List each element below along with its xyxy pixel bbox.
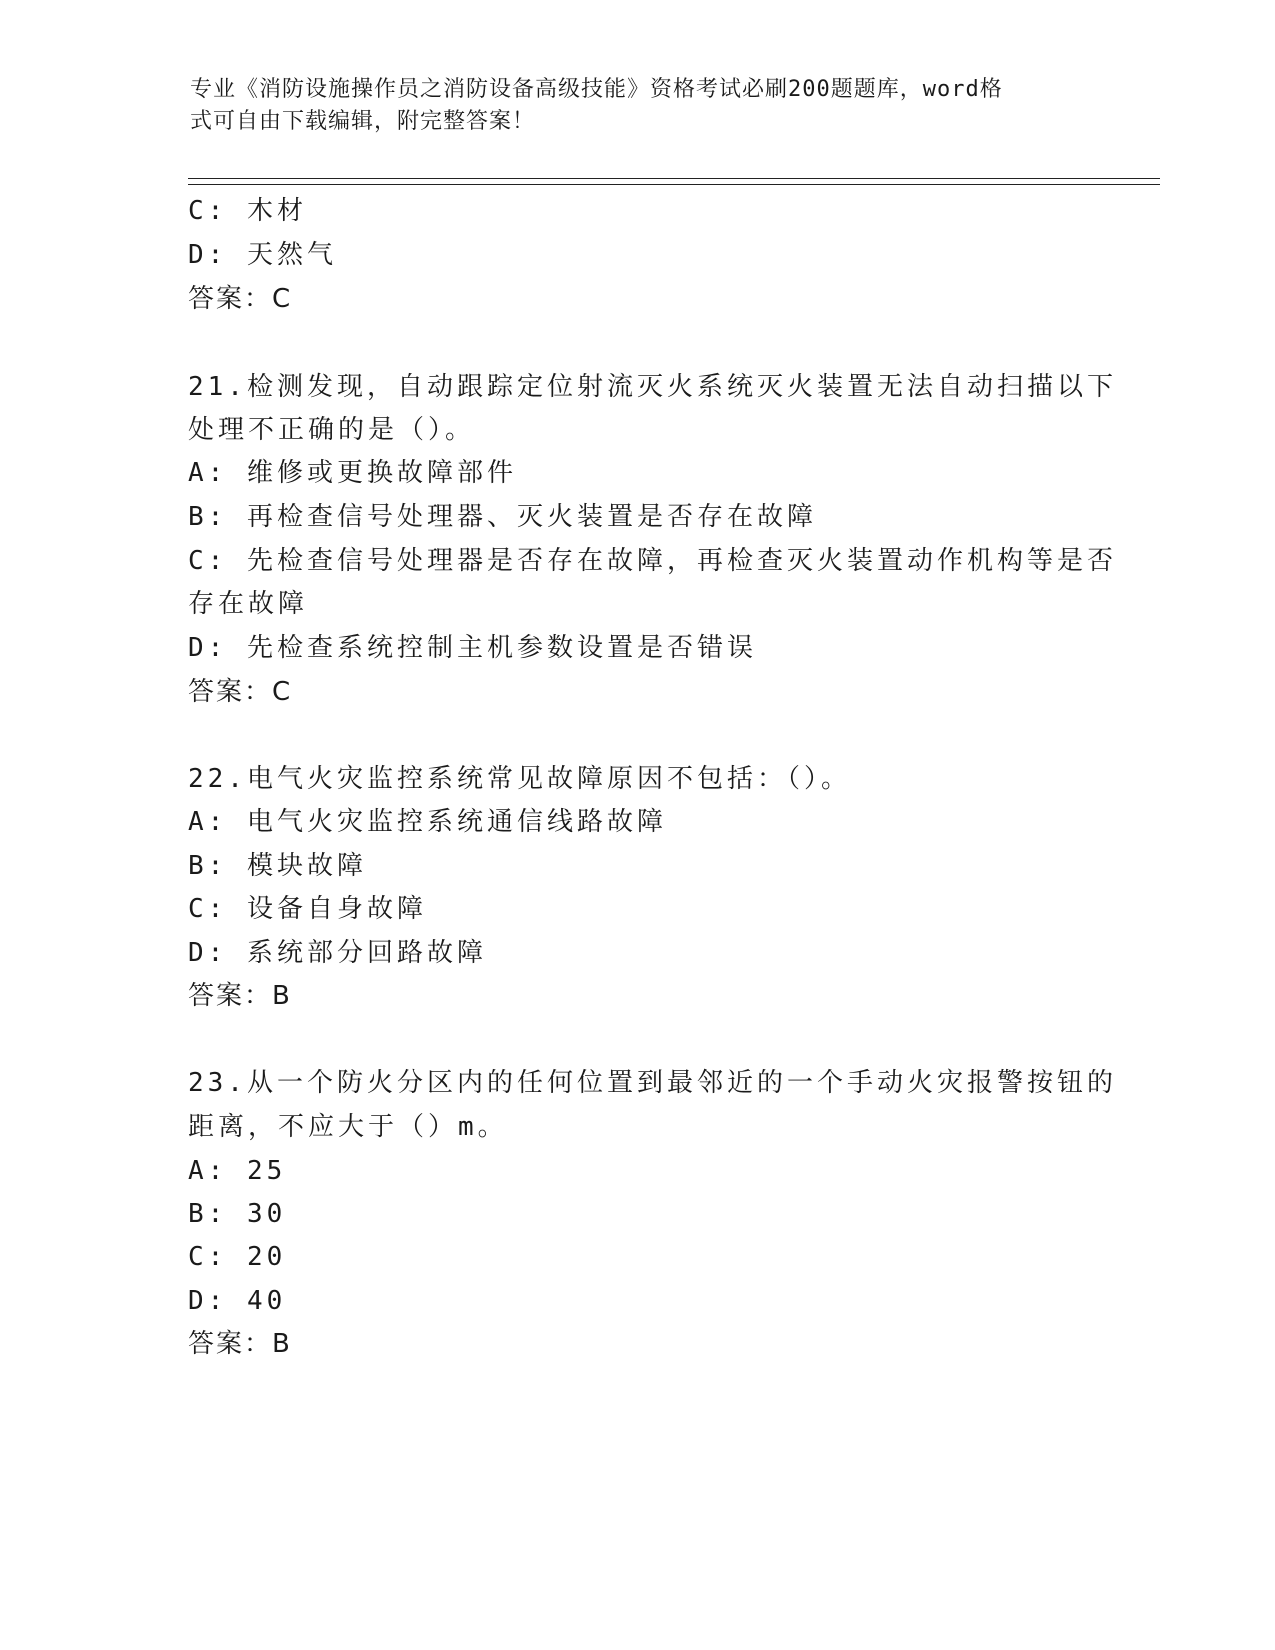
q23-stem-line-2: 距离，不应大于（）m。: [188, 1112, 508, 1142]
q23-stem-line-1: 23.从一个防火分区内的任何位置到最邻近的一个手动火灾报警按钮的: [188, 1068, 1117, 1098]
q23-option-b: B: 30: [188, 1199, 287, 1229]
q22-stem: 22.电气火灾监控系统常见故障原因不包括：（）。: [188, 764, 851, 794]
header-line-2: 式可自由下载编辑，附完整答案！: [190, 109, 536, 134]
header-divider-bottom: [188, 184, 1160, 185]
header-divider-top: [188, 178, 1160, 179]
q21-option-d: D: 先检查系统控制主机参数设置是否错误: [188, 633, 757, 663]
q23-option-d: D: 40: [188, 1286, 287, 1316]
q23-answer: 答案：B: [188, 1329, 292, 1359]
prev-option-d: D: 天然气: [188, 240, 337, 270]
q21-option-c-line-2: 存在故障: [188, 589, 309, 619]
q22-answer: 答案：B: [188, 981, 292, 1011]
q21-option-b: B: 再检查信号处理器、灭火装置是否存在故障: [188, 502, 817, 532]
prev-option-c: C: 木材: [188, 196, 307, 226]
document-header: [190, 74, 1070, 138]
q22-option-b: B: 模块故障: [188, 851, 367, 881]
q21-option-a: A: 维修或更换故障部件: [188, 458, 517, 488]
q23-option-a: A: 25: [188, 1156, 287, 1186]
q21-answer: 答案：C: [188, 677, 293, 707]
q21-stem-line-1: 21.检测发现，自动跟踪定位射流灭火系统灭火装置无法自动扫描以下: [188, 372, 1117, 402]
header-line-1: 专业《消防设施操作员之消防设备高级技能》资格考试必刷200题题库，word格: [190, 77, 1003, 102]
prev-answer: 答案：C: [188, 284, 293, 314]
q22-option-a: A: 电气火灾监控系统通信线路故障: [188, 807, 667, 837]
q23-option-c: C: 20: [188, 1242, 287, 1272]
q21-stem-line-2: 处理不正确的是（）。: [188, 415, 476, 445]
q22-option-d: D: 系统部分回路故障: [188, 938, 487, 968]
q21-option-c-line-1: C: 先检查信号处理器是否存在故障，再检查灭火装置动作机构等是否: [188, 546, 1117, 576]
q22-option-c: C: 设备自身故障: [188, 894, 427, 924]
